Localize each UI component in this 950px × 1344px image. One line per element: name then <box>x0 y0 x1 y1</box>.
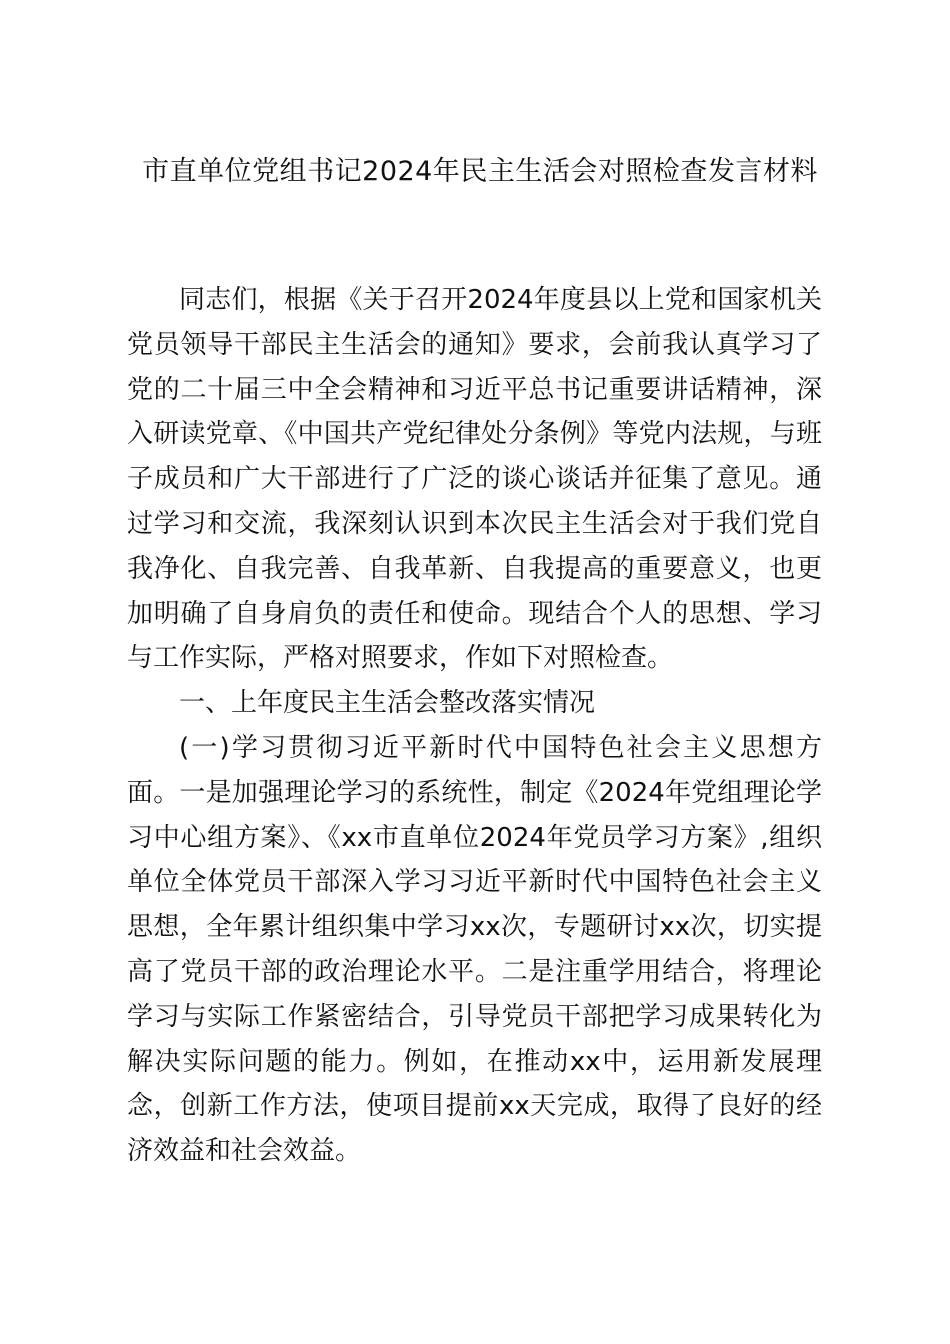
document-body <box>127 278 822 1174</box>
subsection-paragraph: (一)学习贯彻习近平新时代中国特色社会主义思想方面。一是加强理论学习的系统性，制定《2024年党组理论学习中心组方案》、《xx市直单位2024年党员学习方案》,组织单位全体党员干部深入学习习近平新时代中国特色社会主义思想，全年累计组织集中学习xx次，专题研讨xx次，切实提高了党员干部的政治理论水平。二是注重学用结合，将理论学习与实际工作紧密结合，引导党员干部把学习成果转化为解决实际问题的能力。例如，在推动xx中，运用新发展理念，创新工作方法，使项目提前xx天完成，取得了良好的经济效益和社会效益。 <box>127 732 822 1167</box>
document-title: 市直单位党组书记2024年民主生活会对照检查发言材料 <box>142 156 818 187</box>
section-heading: 一、上年度民主生活会整改落实情况 <box>179 688 596 719</box>
intro-paragraph: 同志们，根据《关于召开2024年度县以上党和国家机关党员领导干部民主生活会的通知》要求，会前我认真学习了党的二十届三中全会精神和习近平总书记重要讲话精神，深入研读党章、《中国共产党纪律处分条例》等党内法规，与班子成员和广大干部进行了广泛的谈心谈话并征集了意见。通过学习和交流，我深刻认识到本次民主生活会对于我们党自我净化、自我完善、自我革新、自我提高的重要意义，也更加明确了自身肩负的责任和使命。现结合个人的思想、学习与工作实际，严格对照要求，作如下对照检查。 <box>127 285 822 674</box>
